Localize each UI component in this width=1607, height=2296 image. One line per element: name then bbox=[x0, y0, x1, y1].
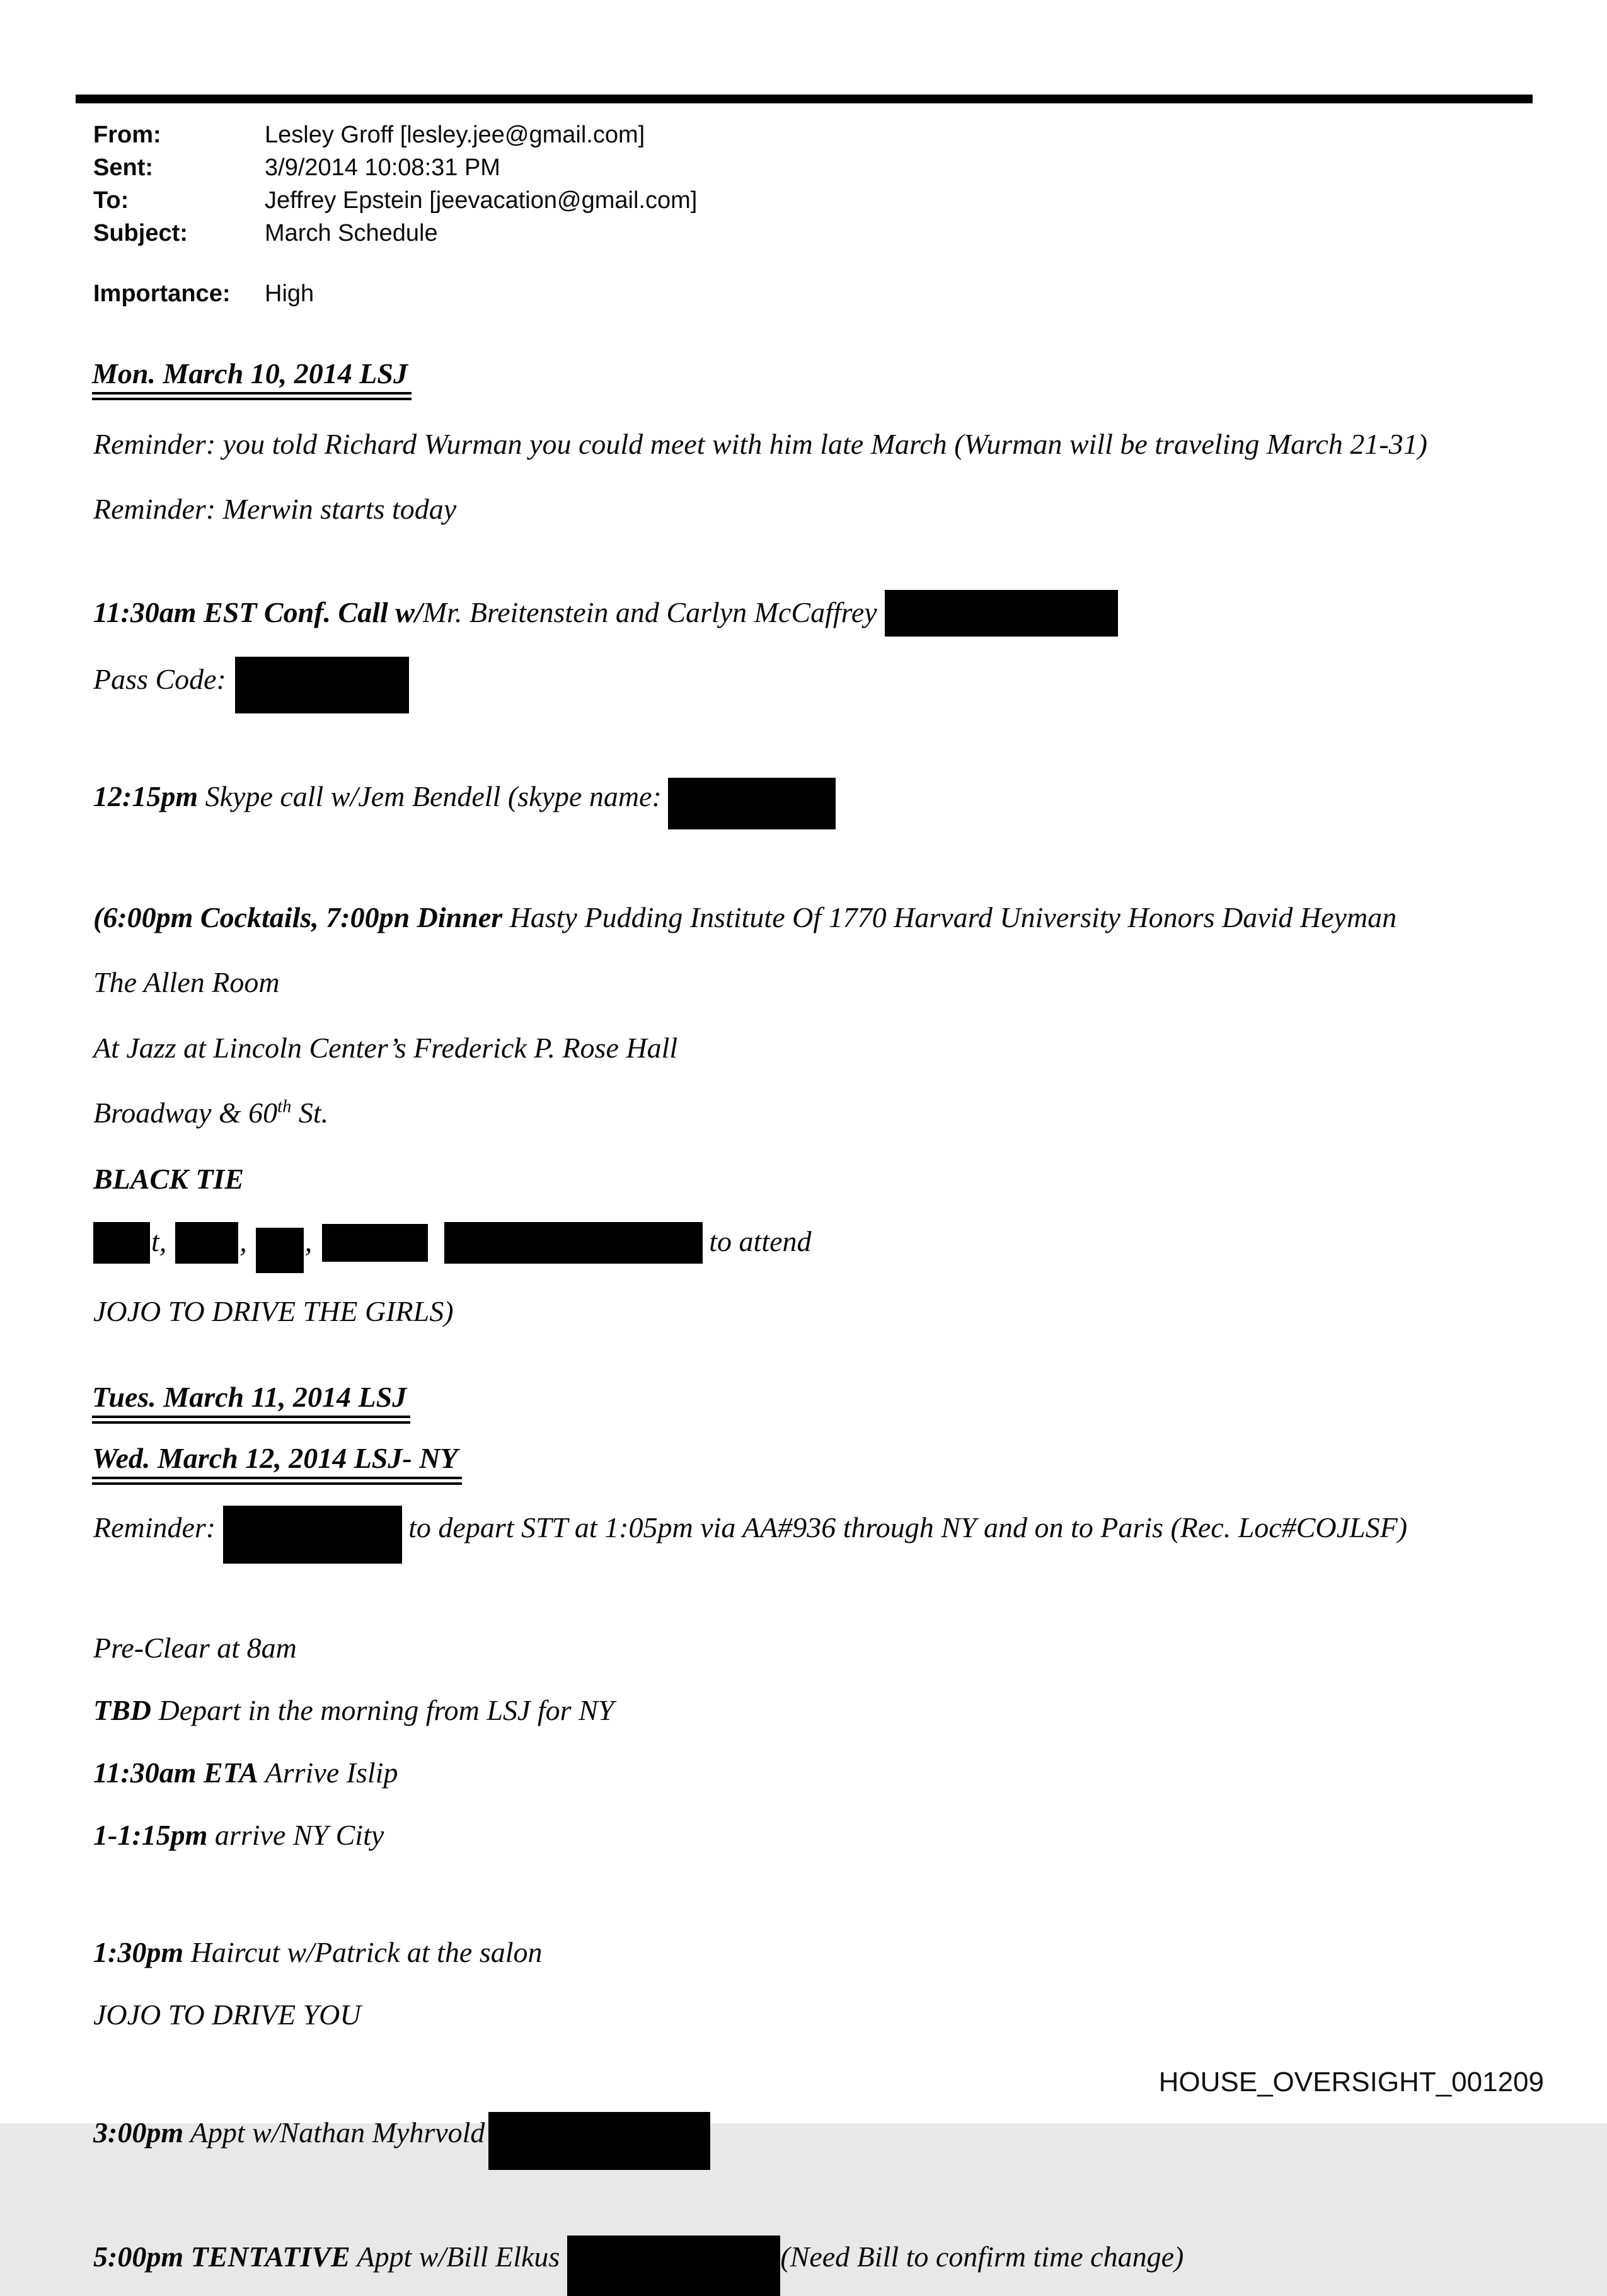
haircut-text: Haircut w/Patrick at the salon bbox=[190, 1935, 543, 1968]
pass-code-label: Pass Code: bbox=[93, 663, 226, 696]
dress-code-line: BLACK TIE bbox=[93, 1163, 245, 1196]
preclear-line: Pre-Clear at 8am bbox=[93, 1631, 297, 1664]
header-row-to bbox=[93, 184, 1538, 217]
header-divider-rule bbox=[76, 95, 1533, 103]
email-header bbox=[93, 118, 1538, 310]
bates-stamp: HOUSE_OVERSIGHT_001209 bbox=[1158, 2067, 1544, 2097]
sent-label: Sent: bbox=[93, 154, 153, 181]
attendees-redacted-line bbox=[93, 1219, 1538, 1267]
importance-label: Importance: bbox=[93, 280, 231, 307]
conf-call-time: 11:30am EST Conf. Call w/ bbox=[93, 596, 423, 628]
redaction-bar bbox=[567, 2235, 780, 2296]
street-suffix: St. bbox=[298, 1096, 329, 1129]
sent-value: 3/9/2014 10:08:31 PM bbox=[265, 154, 500, 181]
redaction-bar bbox=[444, 1222, 703, 1264]
conf-call-attendees: Mr. Breitenstein and Carlyn McCaffrey bbox=[422, 596, 877, 628]
redaction-bar bbox=[488, 2112, 710, 2170]
attendee-separator: , bbox=[239, 1225, 247, 1258]
subject-value: March Schedule bbox=[265, 220, 438, 246]
day-header-wednesday-text: Wed. March 12, 2014 LSJ- NY bbox=[92, 1441, 462, 1485]
reminder-wurman: Reminder: you told Richard Wurman you could meet with him late March (Wurman will be traveling March 21-31) bbox=[93, 428, 1427, 460]
day-header-monday bbox=[93, 357, 1538, 400]
eta-text: Arrive Islip bbox=[265, 1757, 398, 1789]
cocktails-dinner-line bbox=[93, 895, 1538, 940]
tbd-depart-line bbox=[93, 1688, 1538, 1733]
attendees-suffix: to attend bbox=[709, 1225, 812, 1258]
redaction-bar bbox=[235, 657, 409, 713]
redaction-bar bbox=[175, 1222, 238, 1264]
reminder-depart-line bbox=[93, 1505, 1538, 1555]
street-ordinal: th bbox=[277, 1097, 292, 1117]
reminder-merwin: Reminder: Merwin starts today bbox=[93, 493, 457, 526]
day-header-tuesday bbox=[93, 1380, 1538, 1424]
conf-call-line bbox=[93, 590, 1538, 640]
cocktails-time: (6:00pm Cocktails, 7:00pn Dinner bbox=[93, 901, 503, 933]
attendee-fragment: t, bbox=[151, 1225, 167, 1258]
arrive-time: 1-1:15pm bbox=[93, 1819, 208, 1852]
day-header-wednesday bbox=[93, 1441, 1538, 1485]
eta-time: 11:30am ETA bbox=[93, 1757, 258, 1789]
email-body bbox=[93, 357, 1538, 2283]
reminder-depart-text: to depart STT at 1:05pm via AA#936 through NY and on to Paris (Rec. Loc#COJLSF) bbox=[408, 1511, 1408, 1544]
header-row-sent bbox=[93, 151, 1538, 184]
tbd-label: TBD bbox=[93, 1693, 151, 1726]
subject-label: Subject: bbox=[93, 220, 188, 246]
redaction-bar bbox=[223, 1506, 402, 1564]
jojo-you-line: JOJO TO DRIVE YOU bbox=[93, 1999, 361, 2031]
importance-value: High bbox=[265, 280, 314, 307]
header-row-importance bbox=[93, 277, 1538, 310]
skype-time: 12:15pm bbox=[93, 780, 199, 813]
venue-hall-line: At Jazz at Lincoln Center’s Frederick P. Rose Hall bbox=[93, 1031, 678, 1064]
appt3-text: Appt w/Nathan Myhrvold bbox=[190, 2116, 485, 2149]
arrive-ny-line bbox=[93, 1813, 1538, 1857]
jojo-girls-line: JOJO TO DRIVE THE GIRLS) bbox=[93, 1295, 454, 1327]
venue-room-line: The Allen Room bbox=[93, 966, 280, 999]
redaction-bar bbox=[322, 1224, 428, 1262]
redaction-bar bbox=[668, 778, 836, 829]
skype-call-line bbox=[93, 774, 1538, 821]
redaction-bar bbox=[885, 590, 1118, 637]
appt5-text: Appt w/Bill Elkus bbox=[357, 2240, 560, 2273]
venue-street-line bbox=[93, 1090, 1538, 1135]
appt5-time: 5:00pm TENTATIVE bbox=[93, 2240, 350, 2273]
appt3-time: 3:00pm bbox=[93, 2116, 184, 2149]
day-header-tuesday-text: Tues. March 11, 2014 LSJ bbox=[92, 1380, 410, 1424]
cocktails-text: Hasty Pudding Institute Of 1770 Harvard University Honors David Heyman bbox=[509, 901, 1397, 933]
pass-code-line bbox=[93, 657, 1538, 707]
redaction-bar bbox=[256, 1228, 304, 1273]
day-header-monday-text: Mon. March 10, 2014 LSJ bbox=[92, 357, 412, 400]
from-value: Lesley Groff [lesley.jee@gmail.com] bbox=[265, 122, 645, 148]
header-row-from bbox=[93, 118, 1538, 151]
tbd-text: Depart in the morning from LSJ for NY bbox=[158, 1693, 614, 1726]
skype-text: Skype call w/Jem Bendell (skype name: bbox=[205, 780, 662, 813]
header-row-subject bbox=[93, 217, 1538, 250]
to-label: To: bbox=[93, 187, 129, 214]
attendee-separator: , bbox=[304, 1225, 313, 1258]
appt5-note: (Need Bill to confirm time change) bbox=[780, 2240, 1184, 2273]
arrive-text: arrive NY City bbox=[214, 1819, 384, 1852]
appt-myhrvold-line bbox=[93, 2110, 1538, 2159]
eta-islip-line bbox=[93, 1750, 1538, 1795]
street-text: Broadway & 60 bbox=[93, 1096, 278, 1129]
redaction-bar bbox=[93, 1222, 150, 1264]
reminder-label: Reminder: bbox=[93, 1511, 216, 1544]
haircut-line bbox=[93, 1930, 1538, 1975]
haircut-time: 1:30pm bbox=[93, 1935, 184, 1968]
to-value: Jeffrey Epstein [jeevacation@gmail.com] bbox=[265, 187, 698, 214]
from-label: From: bbox=[93, 122, 161, 148]
appt-elkus-line bbox=[93, 2234, 1538, 2283]
